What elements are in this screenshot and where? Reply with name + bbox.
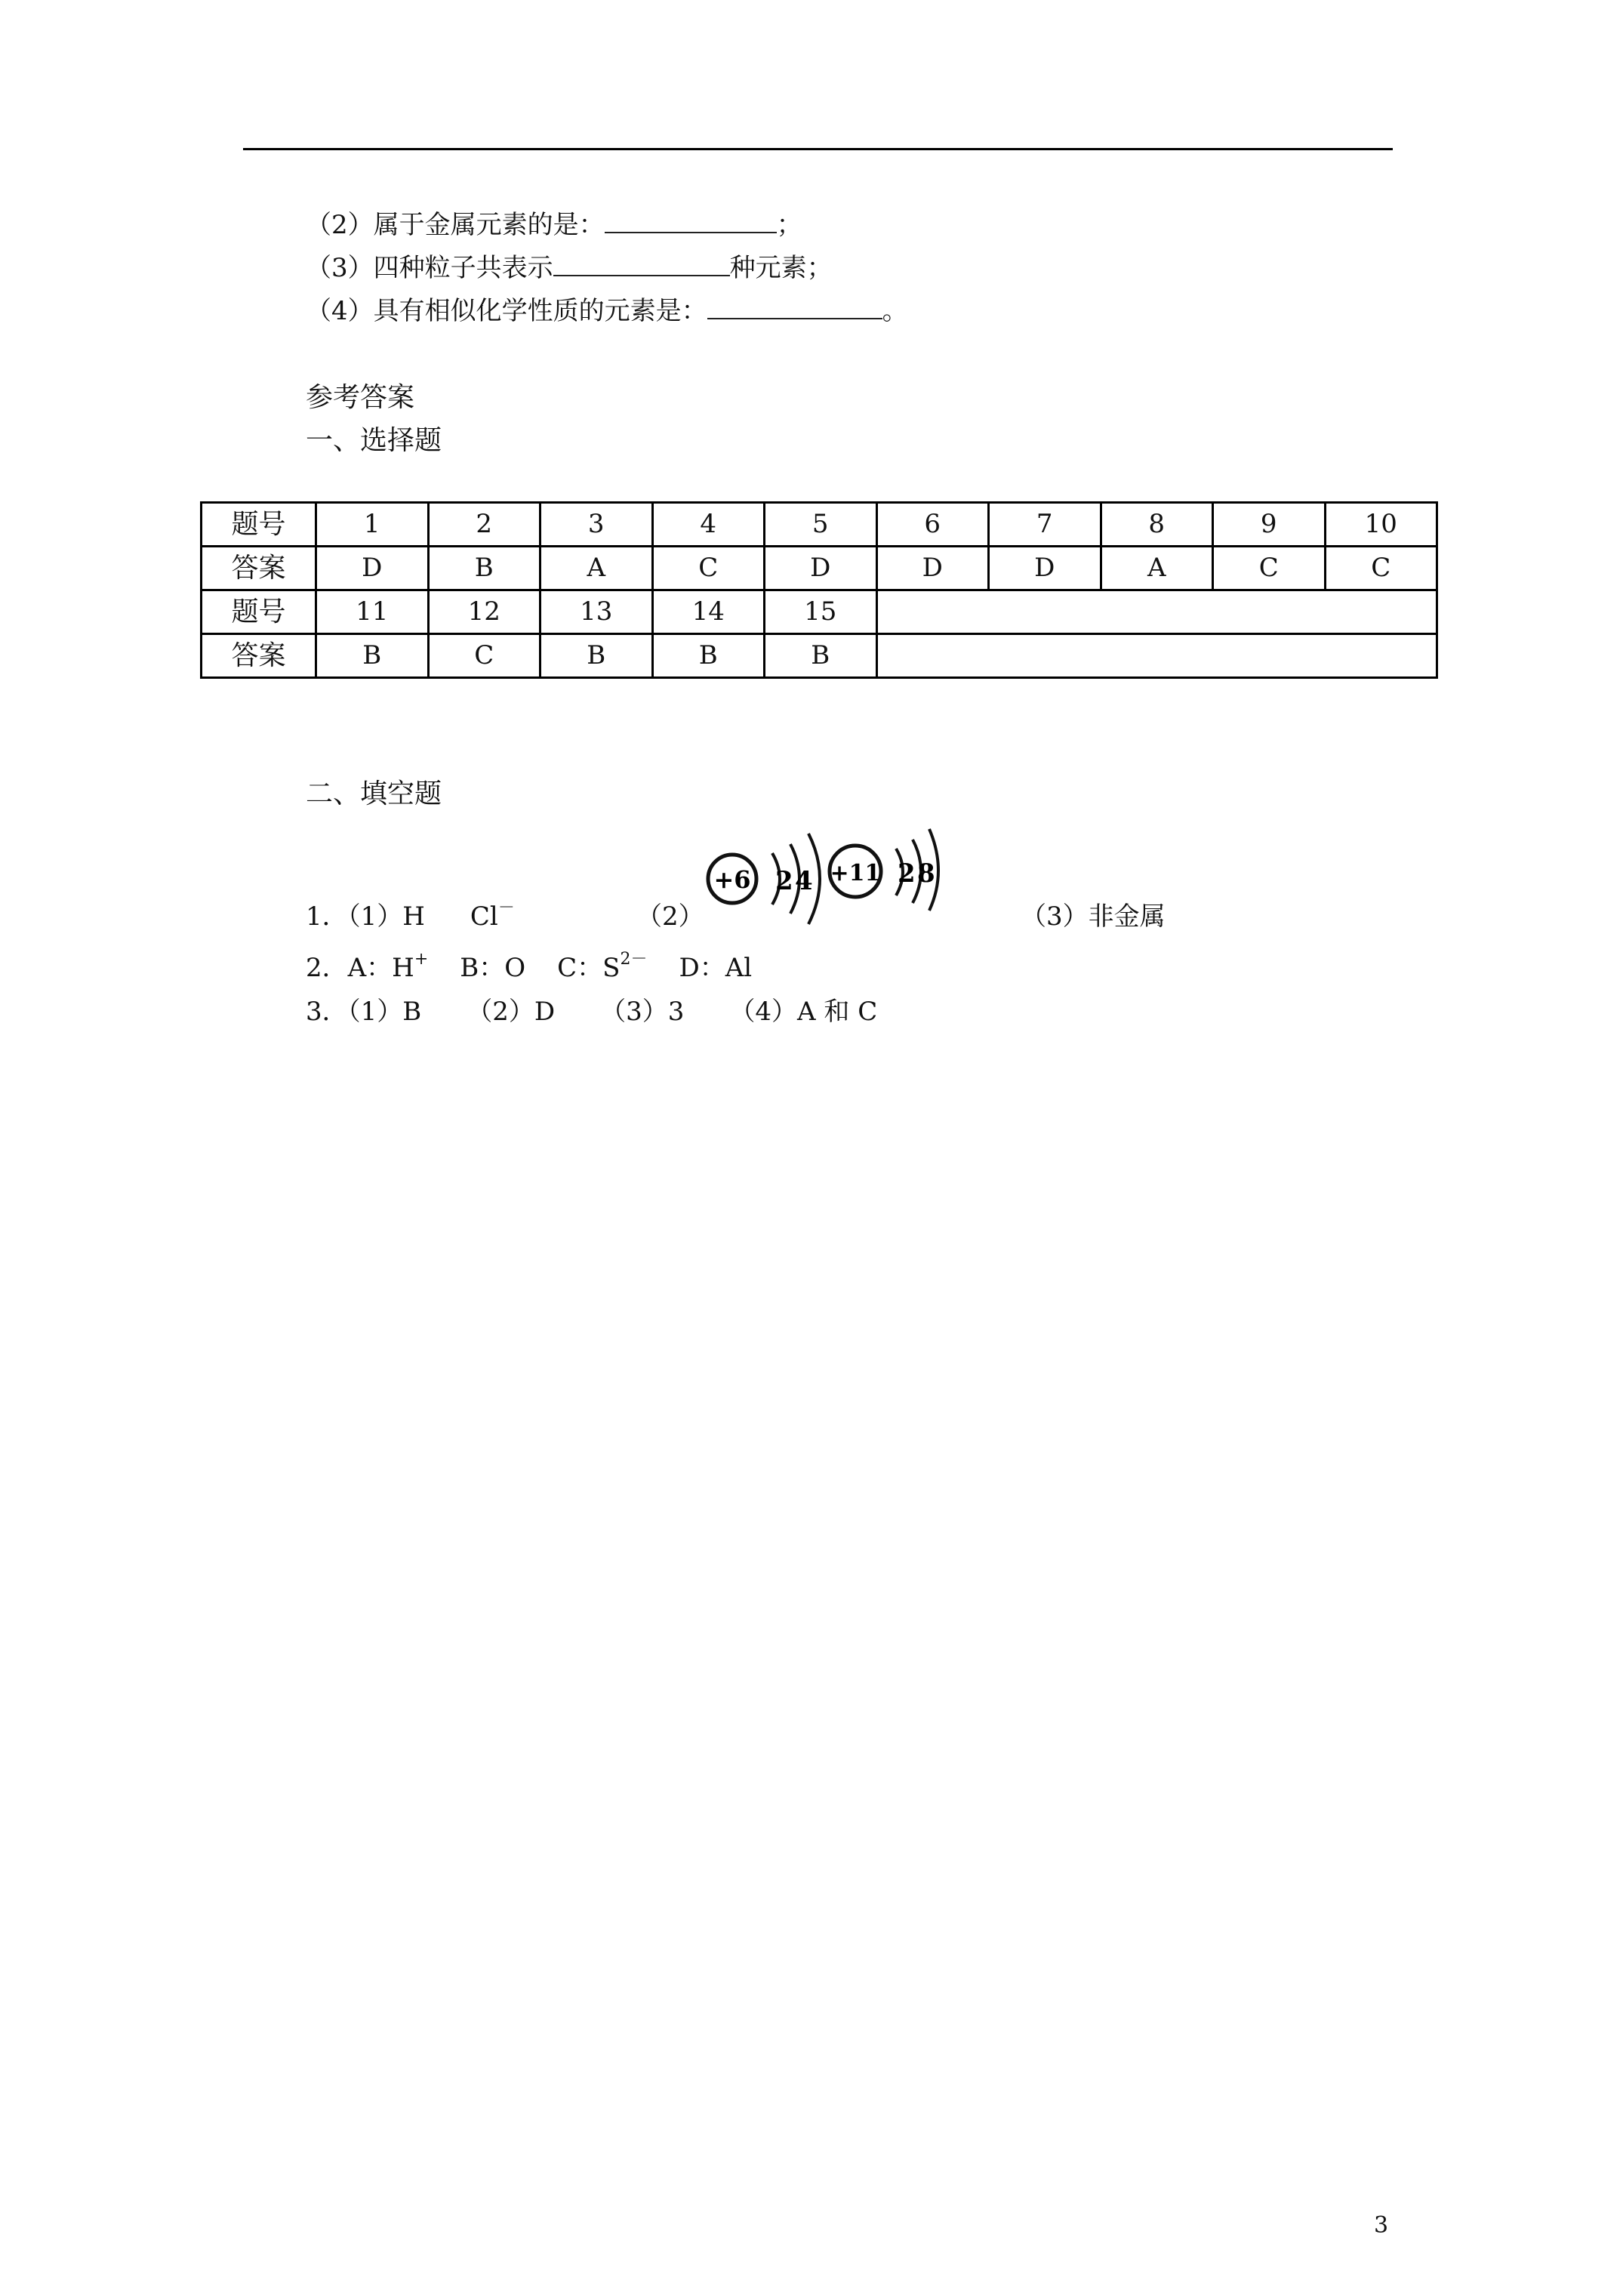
atom-sodium (830, 829, 938, 911)
table-cell: B (540, 634, 653, 678)
fill-answer-3 (306, 995, 877, 1028)
table-row (202, 634, 1437, 678)
answer-blank (553, 252, 730, 276)
table-cell: D (876, 547, 989, 590)
section1-title: 一、选择题 (306, 425, 442, 456)
table-cell: A (540, 547, 653, 590)
nucleus-charge: +6 (713, 865, 751, 894)
table-cell: 11 (316, 590, 429, 634)
question-3-text: （3）四种粒子共表示 (306, 253, 553, 283)
section2-title: 二、填空题 (306, 778, 442, 809)
table-cell: C (652, 547, 765, 590)
table-cell: C (428, 634, 540, 678)
answer-table (200, 501, 1438, 679)
table-cell: 1 (316, 503, 429, 547)
question-4 (306, 294, 908, 328)
nucleus-charge: +11 (830, 860, 881, 886)
answer-text: 1．（1）H (306, 901, 425, 932)
page-number: 3 (1374, 2212, 1389, 2239)
table-cell: D (316, 547, 429, 590)
atom-structure-diagram (698, 817, 947, 932)
answer-blank (707, 295, 882, 319)
superscript: － (497, 898, 515, 917)
atom-carbon (708, 834, 820, 924)
table-row (202, 547, 1437, 590)
shell-electrons: 2 (775, 866, 793, 896)
question-3 (306, 251, 833, 285)
table-row (202, 503, 1437, 547)
fill-answer-1-part2: （2） (636, 901, 704, 932)
table-cell: B (428, 547, 540, 590)
answer-text: 2．A：H (306, 953, 414, 983)
question-3-end: 种元素； (729, 253, 833, 283)
table-cell-empty (876, 590, 1437, 634)
answer-text: （4）A 和 C (729, 997, 878, 1027)
answer-text: Cl (470, 901, 498, 932)
table-cell: 6 (876, 503, 989, 547)
answer-text: C：S (557, 953, 621, 983)
table-cell: 7 (989, 503, 1101, 547)
table-cell: 答案 (202, 634, 316, 678)
table-cell: C (1325, 547, 1437, 590)
answer-text: B：O (460, 953, 526, 983)
table-cell: 答案 (202, 547, 316, 590)
answer-text: （3）3 (600, 997, 685, 1027)
table-cell: 8 (1101, 503, 1213, 547)
table-cell: 题号 (202, 503, 316, 547)
table-cell: 14 (652, 590, 765, 634)
question-2-text: （2）属于金属元素的是： (306, 210, 605, 240)
question-4-text: （4）具有相似化学性质的元素是： (306, 296, 707, 326)
table-cell: 9 (1213, 503, 1326, 547)
fill-answer-1 (306, 900, 515, 933)
table-cell-empty (876, 634, 1437, 678)
shell-electrons: 2 (898, 858, 916, 889)
question-2-end: ； (776, 210, 802, 240)
table-cell: D (989, 547, 1101, 590)
superscript: + (414, 950, 429, 969)
shell-electrons: 8 (917, 858, 935, 889)
answer-text: D：Al (679, 953, 753, 983)
answer-blank (605, 209, 777, 233)
answer-text: （2）D (467, 997, 556, 1027)
fill-answer-2 (306, 951, 752, 985)
table-cell: 12 (428, 590, 540, 634)
table-cell: 3 (540, 503, 653, 547)
table-cell: 5 (765, 503, 877, 547)
table-row (202, 590, 1437, 634)
shell-electrons: 4 (795, 866, 813, 896)
table-cell: 13 (540, 590, 653, 634)
answer-text: 3．（1）B (306, 997, 422, 1027)
table-cell: 15 (765, 590, 877, 634)
table-cell: 10 (1325, 503, 1437, 547)
table-cell: A (1101, 547, 1213, 590)
superscript: 2－ (620, 950, 648, 969)
table-cell: B (652, 634, 765, 678)
question-2 (306, 208, 802, 242)
question-4-end: 。 (882, 296, 908, 326)
table-cell: D (765, 547, 877, 590)
fill-answer-1-part3: （3）非金属 (1021, 901, 1166, 932)
table-cell: 4 (652, 503, 765, 547)
table-cell: C (1213, 547, 1326, 590)
table-cell: B (316, 634, 429, 678)
table-cell: 题号 (202, 590, 316, 634)
table-cell: 2 (428, 503, 540, 547)
header-rule (243, 148, 1393, 150)
table-cell: B (765, 634, 877, 678)
answers-title: 参考答案 (306, 382, 415, 413)
